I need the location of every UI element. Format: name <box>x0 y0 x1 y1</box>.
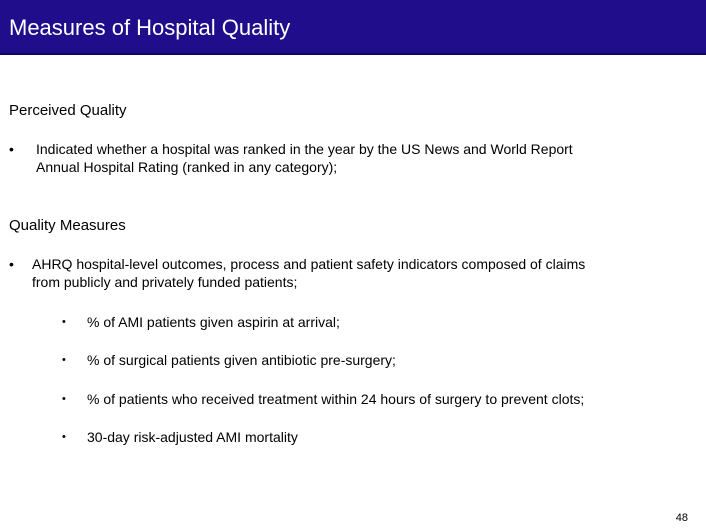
bullet-text <box>32 255 585 291</box>
bullet-text <box>36 140 573 176</box>
section-heading-quality-measures: Quality Measures <box>9 217 126 234</box>
bullet-quality-measures <box>9 255 689 295</box>
bullet-dot: • <box>9 141 14 157</box>
sub-bullet-dot: • <box>62 354 66 366</box>
sub-bullet-text: 30-day risk-adjusted AMI mortality <box>87 429 298 445</box>
sub-bullet-dot: • <box>62 316 66 328</box>
sub-bullet-text: % of surgical patients given antibiotic pre-surgery; <box>87 352 396 368</box>
title-bar <box>0 0 706 55</box>
section-heading-perceived-quality: Perceived Quality <box>9 102 127 119</box>
sub-bullet-dot: • <box>62 393 66 405</box>
page-title: Measures of Hospital Quality <box>9 15 291 40</box>
bullet-line-1: Indicated whether a hospital was ranked in the year by the US News and World Report <box>36 141 573 157</box>
bullet-perceived-quality <box>9 140 689 180</box>
bullet-dot: • <box>9 256 14 272</box>
sub-bullet-text: % of AMI patients given aspirin at arrival; <box>87 314 340 330</box>
bullet-line-2: from publicly and privately funded patients; <box>32 274 298 290</box>
page-number: 48 <box>675 512 688 524</box>
sub-bullet-dot: • <box>62 431 66 443</box>
bullet-line-2: Annual Hospital Rating (ranked in any category); <box>36 159 338 175</box>
sub-bullet-text: % of patients who received treatment within 24 hours of surgery to prevent clots; <box>87 391 585 407</box>
bullet-line-1: AHRQ hospital-level outcomes, process and patient safety indicators composed of claims <box>32 256 586 272</box>
